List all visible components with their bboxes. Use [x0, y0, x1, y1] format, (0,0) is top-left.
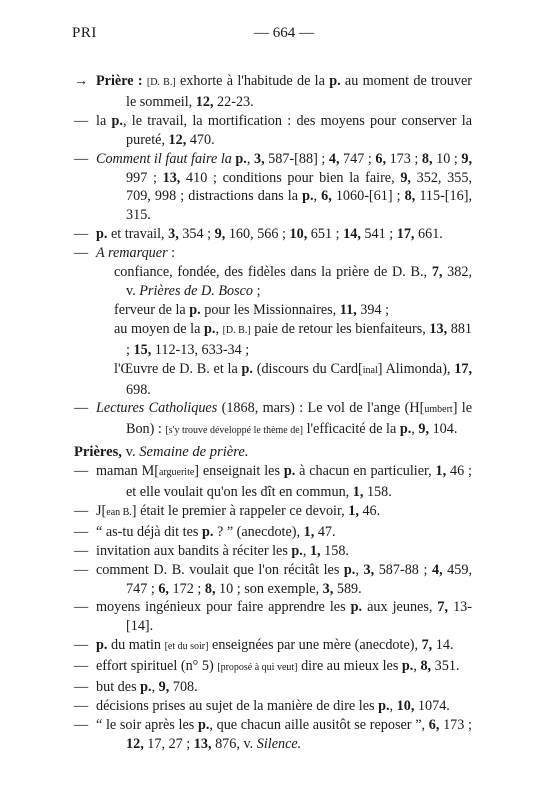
- entry-text: comment D. B. voulait que l'on récitât les p., 3, 587-88 ; 4, 459, 747 ; 6, 172 ; 8, 10 ; son exemple, 3, 589.: [96, 561, 473, 597]
- entry-dash: —: [74, 698, 89, 714]
- index-entry: [74, 657, 472, 678]
- entry-dash: —: [74, 463, 89, 480]
- index-entry: [74, 112, 472, 150]
- entry-text: Prière : [D. B.] exhorte à l'habitude de la p. au moment de trouver le sommeil, 12, 22-23.: [96, 73, 473, 110]
- index-entry: [74, 598, 472, 636]
- headword-entry: Prières, v. Semaine de prière.: [74, 444, 249, 461]
- index-entry: [74, 244, 472, 263]
- entry-dash: —: [74, 599, 89, 616]
- entry-text: A remarquer :: [96, 245, 176, 262]
- index-entry: [74, 462, 472, 502]
- entry-text: effort spirituel (n° 5) [proposé à qui veut] dire au mieux les p., 8, 351.: [96, 658, 460, 675]
- entry-text: “ as-tu déjà dit tes p. ? ” (anecdote), 1, 47.: [96, 523, 336, 540]
- entry-dash: —: [74, 679, 89, 696]
- sub-entry: au moyen de la p., [D. B.] paie de retour les bienfaiteurs, 13, 881 ; 15, 112-13, 633-34 ;: [114, 320, 473, 358]
- entry-dash: —: [74, 561, 89, 578]
- entry-text: moyens ingénieux pour faire apprendre les p. aux jeunes, 7, 13-[14].: [96, 599, 472, 635]
- entry-dash: —: [74, 400, 89, 417]
- index-entry: [74, 523, 472, 542]
- index-entry: [74, 636, 472, 657]
- entry-dash: —: [74, 716, 89, 733]
- entry-text: p. du matin [et du soir] enseignées par une mère (anecdote), 7, 14.: [96, 637, 454, 654]
- index-entry: [74, 225, 472, 244]
- entry-text: “ le soir après les p., que chacun aille ausitôt se reposer ”, 6, 173 ; 12, 17, 27 ; 13, 876, v. Silence.: [96, 716, 473, 752]
- entry-text: décisions prises au sujet de la manière de dire les p., 10, 1074.: [96, 698, 450, 714]
- entry-dash: —: [74, 637, 89, 654]
- entry-dash: —: [74, 658, 89, 675]
- index-entry: [74, 697, 472, 716]
- entry-dash: —: [74, 542, 89, 559]
- entry-dash: —: [74, 150, 89, 167]
- index-entry: [74, 150, 472, 226]
- entry-dash: —: [74, 226, 89, 243]
- index-entry: [74, 72, 472, 112]
- entry-dash: —: [74, 245, 89, 262]
- index-entry: [74, 678, 472, 697]
- entry-dash: —: [74, 523, 89, 540]
- entry-text: invitation aux bandits à réciter les p., 1, 158.: [96, 542, 349, 559]
- page-number: — 664 —: [254, 25, 314, 41]
- entry-text: but des p., 9, 708.: [96, 679, 198, 696]
- index-body: [74, 72, 472, 754]
- entry-text: la p., le travail, la mortification : des moyens pour conserver la pureté, 12, 470.: [96, 112, 472, 148]
- running-head: PRI: [72, 25, 97, 41]
- index-entry: [74, 561, 472, 599]
- entry-text: p. et travail, 3, 354 ; 9, 160, 566 ; 10, 651 ; 14, 541 ; 17, 661.: [96, 226, 443, 243]
- sub-entry: confiance, fondée, des fidèles dans la prière de D. B., 7, 382, v. Prières de D. Bosco ;: [114, 264, 472, 299]
- entry-text: Comment il faut faire la p., 3, 587-[88] ; 4, 747 ; 6, 173 ; 8, 10 ; 9, 997 ; 13, 410 ; conditions pour bien la faire, 9, 352, 355, 709, 998 ; distractions dans la p., 6, 1060-[61] ; 8, 115-[16], 315.: [96, 150, 472, 224]
- entry-dash: —: [74, 112, 89, 129]
- index-entry: [74, 502, 472, 523]
- index-entry: [74, 399, 472, 441]
- index-entry: [74, 716, 472, 754]
- entry-text: maman M[arguerite] enseignait les p. à chacun en particulier, 1, 46 ; et elle voulait qu'on les dît en commun, 1, 158.: [96, 463, 472, 501]
- index-entry: [74, 542, 472, 561]
- sub-entry: ferveur de la p. pour les Missionnaires, 11, 394 ;: [114, 301, 390, 318]
- entry-text: Lectures Catholiques (1868, mars) : Le vol de l'ange (H[umbert] le Bon) : [s'y trouve développé le thème de] l'efficacité de la p., 9, 104.: [96, 400, 472, 438]
- entry-text: J[ean B.] était le premier à rappeler ce devoir, 1, 46.: [96, 502, 381, 519]
- sub-entry: l'Œuvre de D. B. et la p. (discours du Card[inal] Alimonda), 17, 698.: [114, 360, 472, 398]
- entry-dash: —: [74, 502, 89, 519]
- arrow-icon: →: [74, 73, 89, 89]
